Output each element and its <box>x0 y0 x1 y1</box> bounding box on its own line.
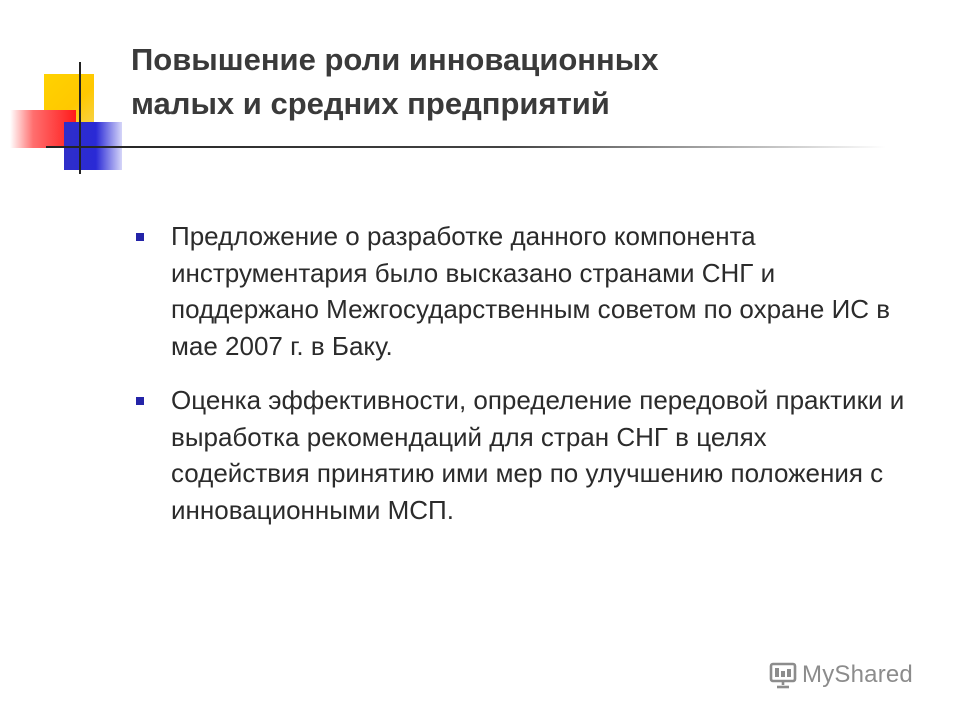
bullet-item <box>132 382 912 528</box>
slide-title-line-1: Повышение роли инновационных <box>131 42 659 77</box>
bullet-square-icon <box>136 397 144 405</box>
bullet-item <box>132 218 912 364</box>
bullet-text: Оценка эффективности, определение передовой практики и выработка рекомендаций для стран СНГ в целях содействия принятию ими мер по улучшению положения с инновационными МСП. <box>171 385 905 525</box>
watermark-text: MyShared <box>802 661 913 688</box>
presentation-board-icon <box>768 660 798 690</box>
slide-title-line-2: малых и средних предприятий <box>131 86 610 121</box>
watermark-logo <box>768 658 913 692</box>
title-underline <box>46 146 886 148</box>
decorative-vertical-line <box>79 62 81 174</box>
slide-title <box>131 38 911 126</box>
bullet-square-icon <box>136 233 144 241</box>
bullet-list <box>132 218 912 546</box>
bullet-text: Предложение о разработке данного компонента инструментария было высказано странами СНГ и поддержано Межгосударственным советом по охране ИС в мае 2007 г. в Баку. <box>171 221 891 361</box>
